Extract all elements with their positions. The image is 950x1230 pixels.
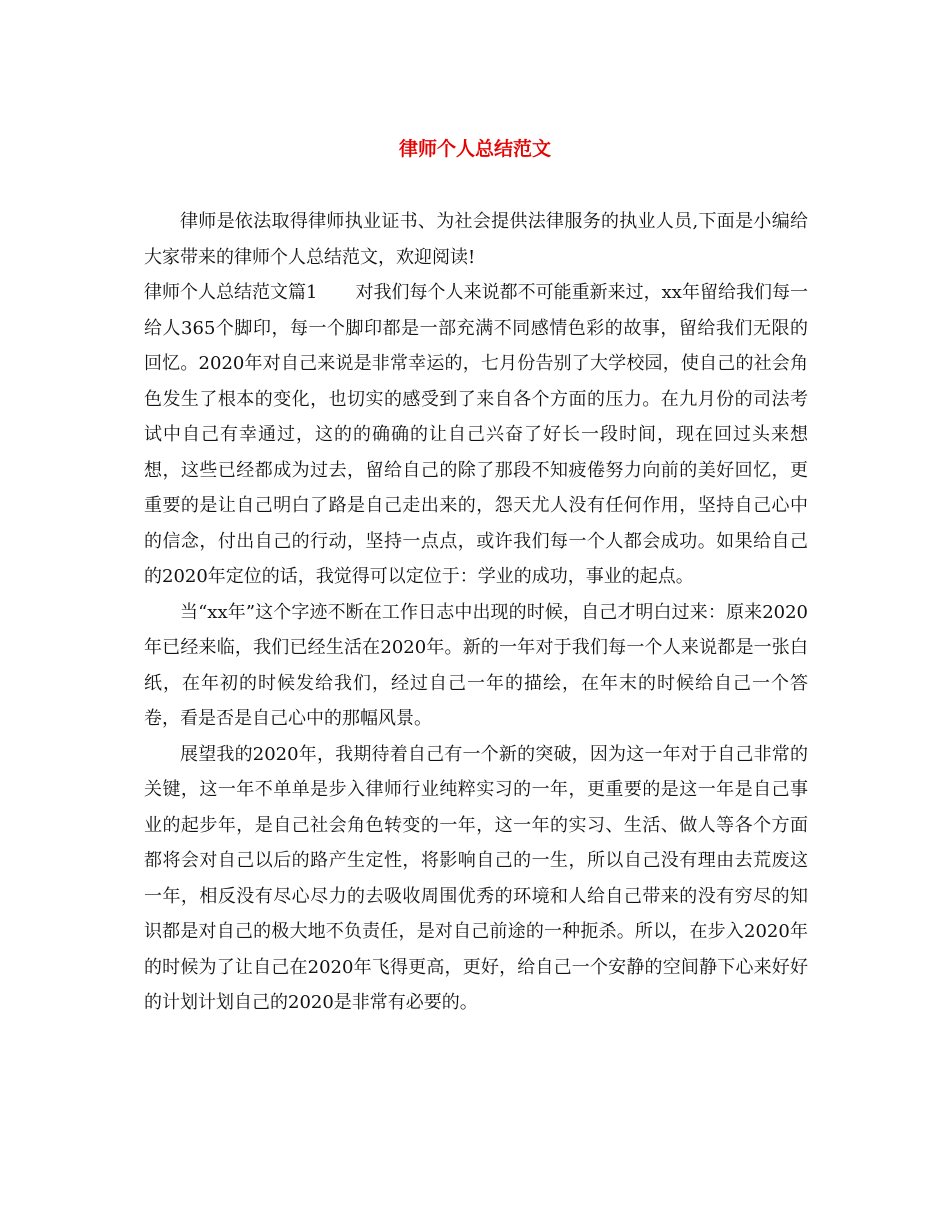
paragraph-2: 当“xx年”这个字迹不断在工作日志中出现的时候，自己才明白过来：原来2020年已经来临，我们已经生活在2020年。新的一年对于我们每一个人来说都是一张白纸，在年初的时候发给我们，经过自己一年的描绘，在年末的时候给自己一个答卷，看是否是自己心中的那幅风景。	[144, 601, 808, 729]
document-body	[144, 204, 808, 1021]
section-1-paragraph	[144, 275, 808, 595]
document-title: 律师个人总结范文	[398, 138, 551, 160]
paragraph-3: 展望我的2020年，我期待着自己有一个新的突破，因为这一年对于自己非常的关键，这一年不单单是步入律师行业纯粹实习的一年，更重要的是这一年是自己事业的起步年，是自己社会角色转变的一年，这一年的实习、生活、做人等各个方面都将会对自己以后的路产生定性，将影响自己的一生，所以自己没有理由去荒废这一年，相反没有尽心尽力的去吸收周围优秀的环境和人给自己带来的没有穷尽的知识都是对自己的极大地不负责任，是对自己前途的一种扼杀。所以，在步入2020年的时候为了让自己在2020年飞得更高，更好，给自己一个安静的空间静下心来好好的计划计划自己的2020是非常有必要的。	[144, 743, 808, 1013]
paragraph-1-text: 对我们每个人来说都不可能重新来过，xx年留给我们每一给人365个脚印，每一个脚印都是一部充满不同感情色彩的故事，留给我们无限的回忆。2020年对自己来说是非常幸运的，七月份告别了大学校园，使自己的社会角色发生了根本的变化，也切实的感受到了来自各个方面的压力。在九月份的司法考试中自己有幸通过，这的的确确的让自己兴奋了好长一段时间，现在回过头来想想，这些已经都成为过去，留给自己的除了那段不知疲倦努力向前的美好回忆，更重要的是让自己明白了路是自己走出来的，怨天尤人没有任何作用，坚持自己心中的信念，付出自己的行动，坚持一点点，或许我们每一个人都会成功。如果给自己的2020年定位的话，我觉得可以定位于：学业的成功，事业的起点。	[144, 282, 808, 587]
section-heading: 律师个人总结范文篇1	[144, 282, 318, 303]
intro-paragraph: 律师是依法取得律师执业证书、为社会提供法律服务的执业人员,下面是小编给大家带来的律师个人总结范文，欢迎阅读!	[144, 211, 808, 268]
